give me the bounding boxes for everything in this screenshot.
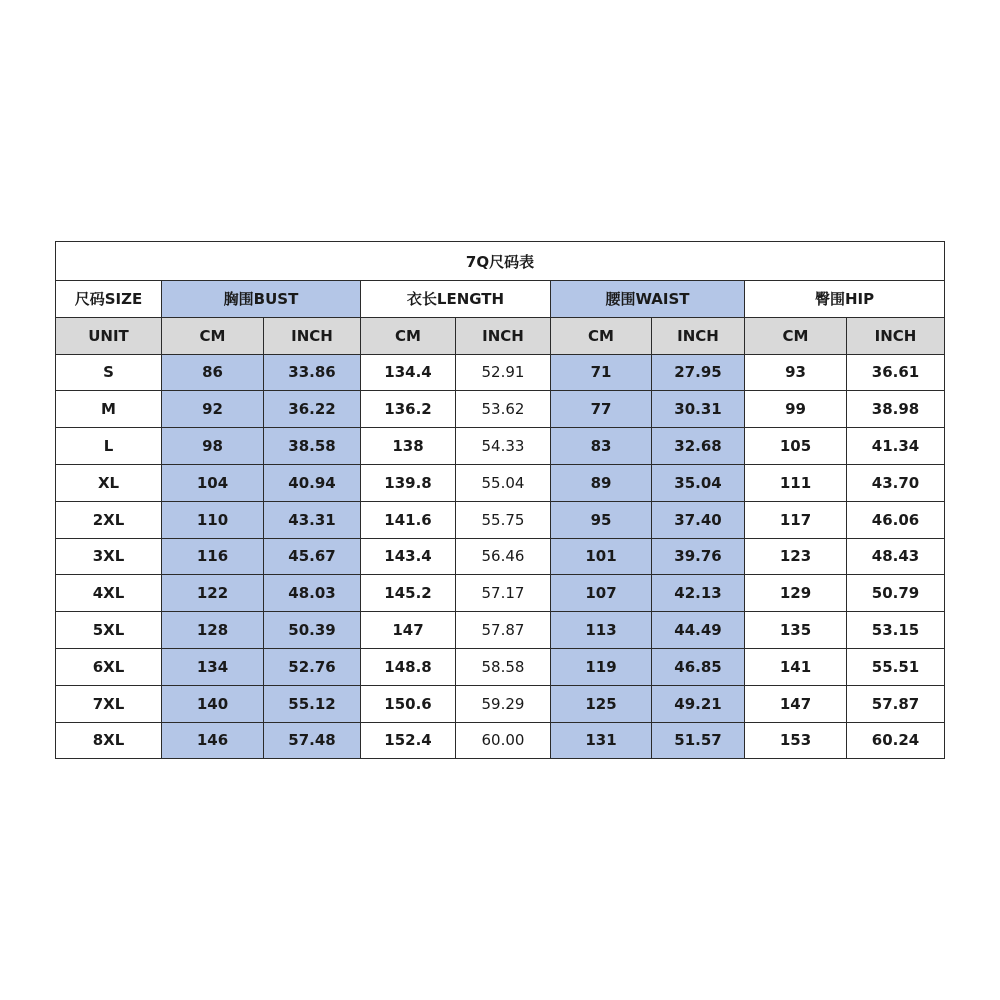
waist-inch-cell: 39.76	[652, 538, 745, 575]
length-cm-cell: 148.8	[361, 648, 456, 685]
hip-inch-cell: 60.24	[847, 722, 945, 759]
table-row	[56, 464, 945, 501]
unit-hip-inch: INCH	[847, 317, 945, 354]
hip-inch-cell: 38.98	[847, 391, 945, 428]
length-cm-cell: 136.2	[361, 391, 456, 428]
bust-inch-cell: 38.58	[264, 428, 361, 465]
hip-cm-cell: 141	[745, 648, 847, 685]
table-row	[56, 648, 945, 685]
header-bust: 胸围BUST	[162, 281, 361, 318]
unit-bust-cm: CM	[162, 317, 264, 354]
length-inch-cell: 56.46	[456, 538, 551, 575]
length-inch-cell: 52.91	[456, 354, 551, 391]
hip-inch-cell: 43.70	[847, 464, 945, 501]
unit-bust-inch: INCH	[264, 317, 361, 354]
hip-cm-cell: 93	[745, 354, 847, 391]
bust-inch-cell: 45.67	[264, 538, 361, 575]
waist-cm-cell: 119	[551, 648, 652, 685]
size-cell: M	[56, 391, 162, 428]
waist-cm-cell: 83	[551, 428, 652, 465]
waist-cm-cell: 71	[551, 354, 652, 391]
bust-cm-cell: 86	[162, 354, 264, 391]
hip-inch-cell: 41.34	[847, 428, 945, 465]
hip-inch-cell: 50.79	[847, 575, 945, 612]
length-cm-cell: 141.6	[361, 501, 456, 538]
hip-inch-cell: 55.51	[847, 648, 945, 685]
length-cm-cell: 139.8	[361, 464, 456, 501]
bust-inch-cell: 48.03	[264, 575, 361, 612]
header-hip: 臀围HIP	[745, 281, 945, 318]
unit-length-cm: CM	[361, 317, 456, 354]
length-inch-cell: 55.75	[456, 501, 551, 538]
waist-inch-cell: 51.57	[652, 722, 745, 759]
bust-cm-cell: 104	[162, 464, 264, 501]
size-cell: S	[56, 354, 162, 391]
waist-inch-cell: 27.95	[652, 354, 745, 391]
waist-cm-cell: 113	[551, 612, 652, 649]
table-row	[56, 575, 945, 612]
bust-inch-cell: 40.94	[264, 464, 361, 501]
bust-inch-cell: 36.22	[264, 391, 361, 428]
unit-waist-inch: INCH	[652, 317, 745, 354]
size-cell: XL	[56, 464, 162, 501]
waist-inch-cell: 37.40	[652, 501, 745, 538]
bust-inch-cell: 55.12	[264, 685, 361, 722]
waist-inch-cell: 42.13	[652, 575, 745, 612]
length-inch-cell: 57.87	[456, 612, 551, 649]
table-row	[56, 428, 945, 465]
unit-row	[56, 317, 945, 354]
hip-cm-cell: 111	[745, 464, 847, 501]
unit-label: UNIT	[56, 317, 162, 354]
bust-inch-cell: 43.31	[264, 501, 361, 538]
hip-inch-cell: 53.15	[847, 612, 945, 649]
waist-cm-cell: 77	[551, 391, 652, 428]
title-row	[56, 242, 945, 281]
size-cell: 6XL	[56, 648, 162, 685]
size-chart	[55, 241, 944, 759]
waist-cm-cell: 89	[551, 464, 652, 501]
hip-inch-cell: 46.06	[847, 501, 945, 538]
table-row	[56, 612, 945, 649]
table-row	[56, 538, 945, 575]
table-title: 7Q尺码表	[56, 242, 945, 281]
hip-cm-cell: 129	[745, 575, 847, 612]
size-cell: 3XL	[56, 538, 162, 575]
length-cm-cell: 138	[361, 428, 456, 465]
length-inch-cell: 53.62	[456, 391, 551, 428]
waist-cm-cell: 131	[551, 722, 652, 759]
bust-cm-cell: 98	[162, 428, 264, 465]
waist-inch-cell: 30.31	[652, 391, 745, 428]
hip-cm-cell: 105	[745, 428, 847, 465]
bust-inch-cell: 57.48	[264, 722, 361, 759]
length-cm-cell: 134.4	[361, 354, 456, 391]
header-size: 尺码SIZE	[56, 281, 162, 318]
table-row	[56, 722, 945, 759]
length-inch-cell: 59.29	[456, 685, 551, 722]
waist-inch-cell: 49.21	[652, 685, 745, 722]
hip-cm-cell: 135	[745, 612, 847, 649]
bust-cm-cell: 134	[162, 648, 264, 685]
size-cell: 8XL	[56, 722, 162, 759]
length-inch-cell: 58.58	[456, 648, 551, 685]
size-cell: 4XL	[56, 575, 162, 612]
waist-cm-cell: 101	[551, 538, 652, 575]
waist-inch-cell: 35.04	[652, 464, 745, 501]
hip-cm-cell: 153	[745, 722, 847, 759]
waist-cm-cell: 95	[551, 501, 652, 538]
waist-inch-cell: 32.68	[652, 428, 745, 465]
length-cm-cell: 152.4	[361, 722, 456, 759]
bust-cm-cell: 140	[162, 685, 264, 722]
bust-inch-cell: 52.76	[264, 648, 361, 685]
hip-inch-cell: 57.87	[847, 685, 945, 722]
hip-cm-cell: 117	[745, 501, 847, 538]
length-inch-cell: 55.04	[456, 464, 551, 501]
bust-cm-cell: 128	[162, 612, 264, 649]
header-row	[56, 281, 945, 318]
hip-cm-cell: 99	[745, 391, 847, 428]
hip-inch-cell: 36.61	[847, 354, 945, 391]
unit-length-inch: INCH	[456, 317, 551, 354]
unit-waist-cm: CM	[551, 317, 652, 354]
length-cm-cell: 143.4	[361, 538, 456, 575]
length-inch-cell: 60.00	[456, 722, 551, 759]
table-row	[56, 501, 945, 538]
hip-cm-cell: 147	[745, 685, 847, 722]
size-cell: L	[56, 428, 162, 465]
bust-cm-cell: 146	[162, 722, 264, 759]
size-cell: 5XL	[56, 612, 162, 649]
table-row	[56, 391, 945, 428]
size-table	[55, 241, 945, 759]
waist-inch-cell: 46.85	[652, 648, 745, 685]
header-waist: 腰围WAIST	[551, 281, 745, 318]
bust-cm-cell: 116	[162, 538, 264, 575]
bust-inch-cell: 33.86	[264, 354, 361, 391]
bust-cm-cell: 110	[162, 501, 264, 538]
bust-cm-cell: 122	[162, 575, 264, 612]
waist-cm-cell: 107	[551, 575, 652, 612]
table-row	[56, 354, 945, 391]
bust-cm-cell: 92	[162, 391, 264, 428]
length-inch-cell: 57.17	[456, 575, 551, 612]
size-cell: 2XL	[56, 501, 162, 538]
length-cm-cell: 147	[361, 612, 456, 649]
hip-inch-cell: 48.43	[847, 538, 945, 575]
waist-cm-cell: 125	[551, 685, 652, 722]
length-cm-cell: 150.6	[361, 685, 456, 722]
size-cell: 7XL	[56, 685, 162, 722]
length-inch-cell: 54.33	[456, 428, 551, 465]
bust-inch-cell: 50.39	[264, 612, 361, 649]
waist-inch-cell: 44.49	[652, 612, 745, 649]
table-row	[56, 685, 945, 722]
length-cm-cell: 145.2	[361, 575, 456, 612]
hip-cm-cell: 123	[745, 538, 847, 575]
unit-hip-cm: CM	[745, 317, 847, 354]
header-length: 衣长LENGTH	[361, 281, 551, 318]
